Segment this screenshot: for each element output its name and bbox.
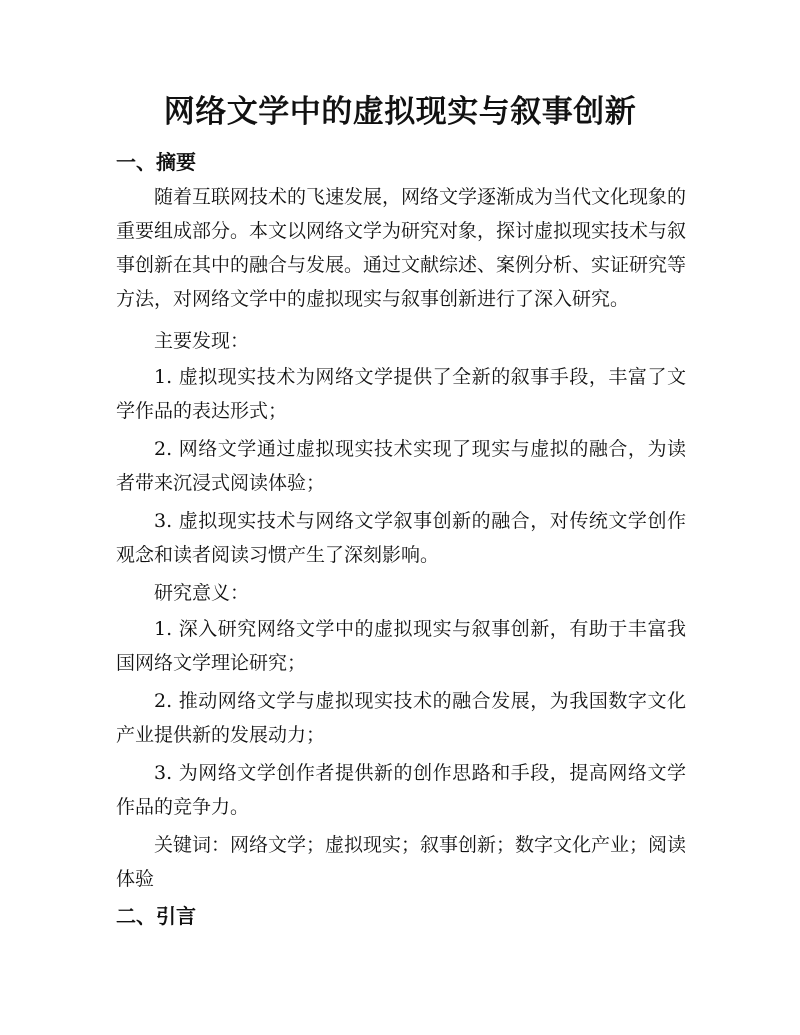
significance-item-2: 2. 推动网络文学与虚拟现实技术的融合发展，为我国数字文化产业提供新的发展动力； [116, 690, 686, 746]
findings-label: 主要发现： [154, 330, 250, 352]
finding-item-1: 1. 虚拟现实技术为网络文学提供了全新的叙事手段，丰富了文学作品的表达形式； [116, 366, 686, 422]
finding-item-3: 3. 虚拟现实技术与网络文学叙事创新的融合，对传统文学创作观念和读者阅读习惯产生了深刻影响。 [116, 510, 686, 566]
keywords-paragraph: 关键词：网络文学；虚拟现实；叙事创新；数字文化产业；阅读体验 [116, 834, 687, 890]
finding-item-2: 2. 网络文学通过虚拟现实技术实现了现实与虚拟的融合，为读者带来沉浸式阅读体验； [116, 438, 686, 494]
section-heading-introduction: 二、引言 [116, 904, 196, 928]
significance-item-1: 1. 深入研究网络文学中的虚拟现实与叙事创新，有助于丰富我国网络文学理论研究； [116, 618, 686, 674]
significance-item-3: 3. 为网络文学创作者提供新的创作思路和手段，提高网络文学作品的竞争力。 [116, 762, 686, 818]
significance-label: 研究意义： [154, 582, 250, 604]
abstract-paragraph: 随着互联网技术的飞速发展，网络文学逐渐成为当代文化现象的重要组成部分。本文以网络文学为研究对象，探讨虚拟现实技术与叙事创新在其中的融合与发展。通过文献综述、案例分析、实证研究等方法，对网络文学中的虚拟现实与叙事创新进行了深入研究。 [116, 186, 687, 310]
document-title: 网络文学中的虚拟现实与叙事创新 [163, 94, 637, 130]
section-heading-abstract: 一、摘要 [116, 150, 196, 174]
